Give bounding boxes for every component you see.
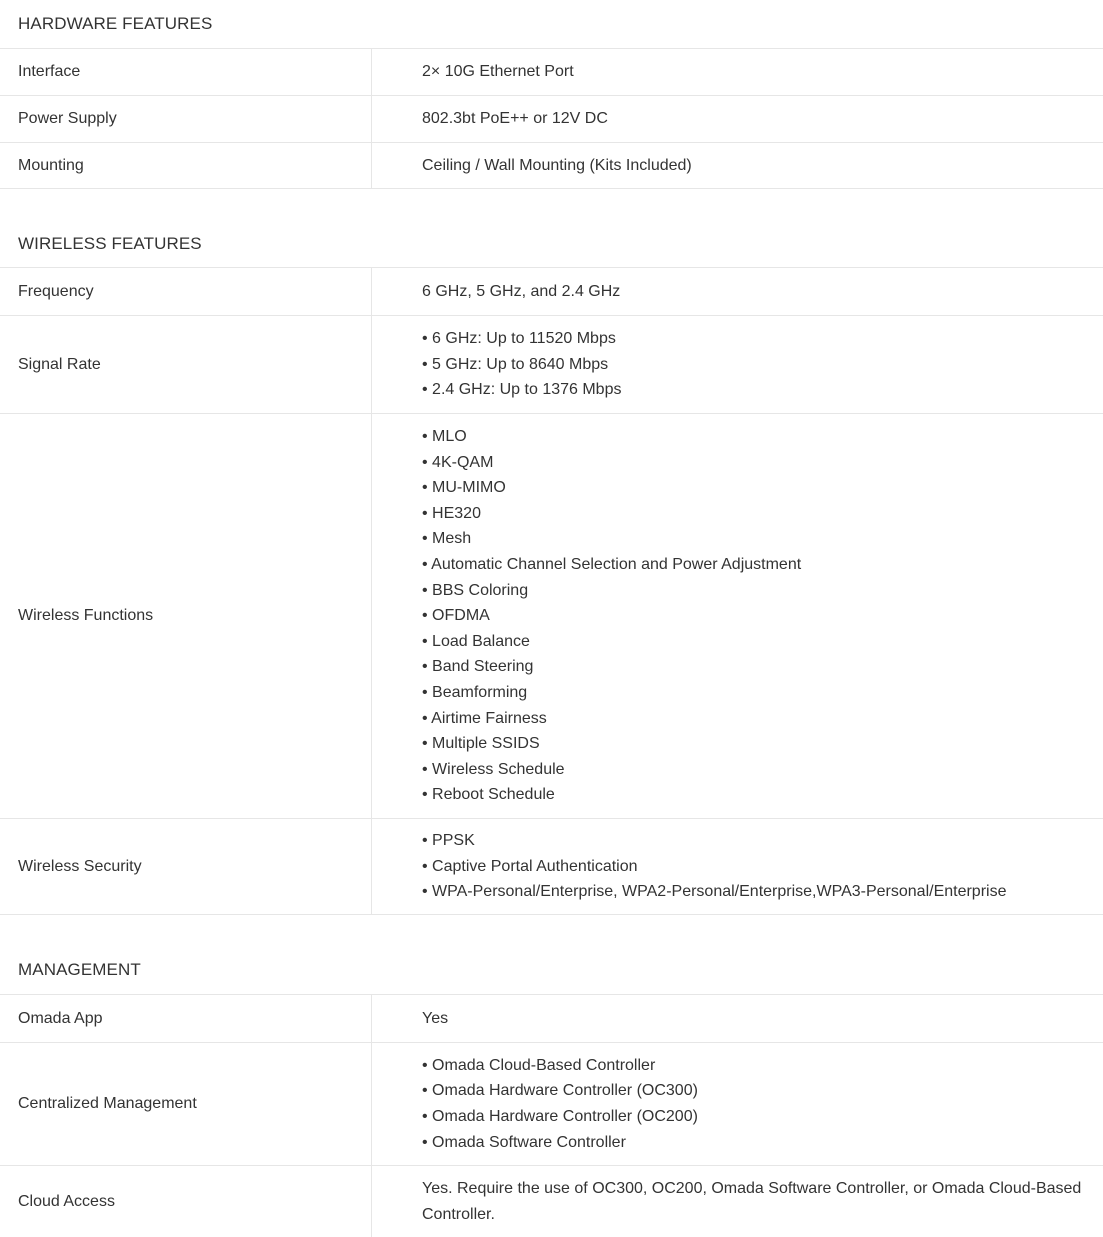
spec-value-line: • Omada Hardware Controller (OC300) [422, 1082, 698, 1100]
section-title-management: MANAGEMENT [18, 960, 141, 979]
spec-label: Omada App [18, 1009, 103, 1027]
spec-value-line: • MU-MIMO [422, 479, 506, 497]
spec-value [422, 1166, 1085, 1237]
spec-value-line: 2× 10G Ethernet Port [422, 63, 574, 81]
spec-value-line: • Wireless Schedule [422, 760, 565, 778]
spec-value-line: • MLO [422, 428, 467, 446]
spec-value-line: Yes [422, 1009, 449, 1027]
column-divider [371, 268, 372, 315]
spec-row-mounting [0, 142, 1103, 189]
spec-value-line: • 4K-QAM [422, 453, 494, 471]
spec-value-line: Yes. Require the use of OC300, OC200, Omada Software Controller, or Omada Cloud-Based Controller. [422, 1180, 1082, 1223]
spec-label: Interface [18, 63, 81, 80]
spec-value-line: • WPA-Personal/Enterprise, WPA2-Personal/Enterprise,WPA3-Personal/Enterprise [422, 883, 1007, 901]
column-divider [371, 1043, 372, 1165]
spec-row-omada-app [0, 994, 1103, 1042]
spec-label: Wireless Functions [18, 607, 154, 624]
spec-value-line: • PPSK [422, 832, 475, 850]
spec-row-cloud-access [0, 1165, 1103, 1237]
spec-value-line: • HE320 [422, 504, 481, 522]
spec-value-line: 6 GHz, 5 GHz, and 2.4 GHz [422, 282, 621, 300]
column-divider [371, 316, 372, 413]
spec-value-line: • Captive Portal Authentication [422, 857, 638, 875]
spec-row-power-supply [0, 95, 1103, 142]
spec-label: Cloud Access [18, 1192, 115, 1210]
spec-value-line: • Multiple SSIDS [422, 735, 540, 753]
spec-value-line: • Airtime Fairness [422, 709, 547, 727]
column-divider [371, 1166, 372, 1237]
spec-value-line: • Omada Cloud-Based Controller [422, 1056, 656, 1074]
spec-value [422, 316, 1085, 413]
spec-value-line: • Reboot Schedule [422, 786, 555, 804]
spec-value-line: • Automatic Channel Selection and Power Adjustment [422, 556, 802, 574]
spec-row-signal-rate [0, 315, 1103, 413]
column-divider [371, 96, 372, 142]
spec-label: Frequency [18, 282, 94, 300]
spec-row-wireless-functions [0, 413, 1103, 818]
spec-value [422, 49, 1085, 95]
column-divider [371, 414, 372, 818]
column-divider [371, 819, 372, 914]
spec-label: Signal Rate [18, 355, 101, 373]
spec-value-line: • Band Steering [422, 658, 534, 676]
spec-value [422, 143, 1085, 188]
spec-value [422, 268, 1085, 315]
spec-label: Mounting [18, 156, 84, 174]
spec-value-line: • Omada Hardware Controller (OC200) [422, 1108, 698, 1125]
spec-value-line: • 2.4 GHz: Up to 1376 Mbps [422, 381, 622, 399]
section-title-hardware: HARDWARE FEATURES [18, 14, 213, 33]
spec-value-line: • Mesh [422, 530, 472, 548]
spec-row-wireless-security [0, 818, 1103, 915]
spec-value-line: • Omada Software Controller [422, 1133, 626, 1151]
spec-value-line: 802.3bt PoE++ or 12V DC [422, 110, 608, 128]
spec-value-line: • 6 GHz: Up to 11520 Mbps [422, 330, 616, 348]
spec-row-interface [0, 48, 1103, 95]
spec-value [422, 819, 1085, 914]
spec-value [422, 995, 1085, 1042]
spec-value-line: • Beamforming [422, 683, 528, 701]
spec-value-line: • BBS Coloring [422, 581, 529, 599]
spec-row-frequency [0, 267, 1103, 315]
column-divider [371, 49, 372, 95]
column-divider [371, 995, 372, 1042]
section-title-wireless: WIRELESS FEATURES [18, 234, 202, 253]
spec-value-line: Ceiling / Wall Mounting (Kits Included) [422, 156, 692, 174]
spec-value-line: • OFDMA [422, 607, 490, 625]
spec-value-line: • 5 GHz: Up to 8640 Mbps [422, 355, 609, 373]
spec-label: Wireless Security [18, 857, 142, 875]
column-divider [371, 143, 372, 188]
spec-row-centralized-management [0, 1042, 1103, 1165]
spec-label: Centralized Management [18, 1095, 197, 1112]
spec-value [422, 96, 1085, 142]
spec-value [422, 414, 1085, 818]
spec-value [422, 1043, 1085, 1165]
spec-label: Power Supply [18, 110, 117, 127]
spec-value-line: • Load Balance [422, 632, 530, 650]
